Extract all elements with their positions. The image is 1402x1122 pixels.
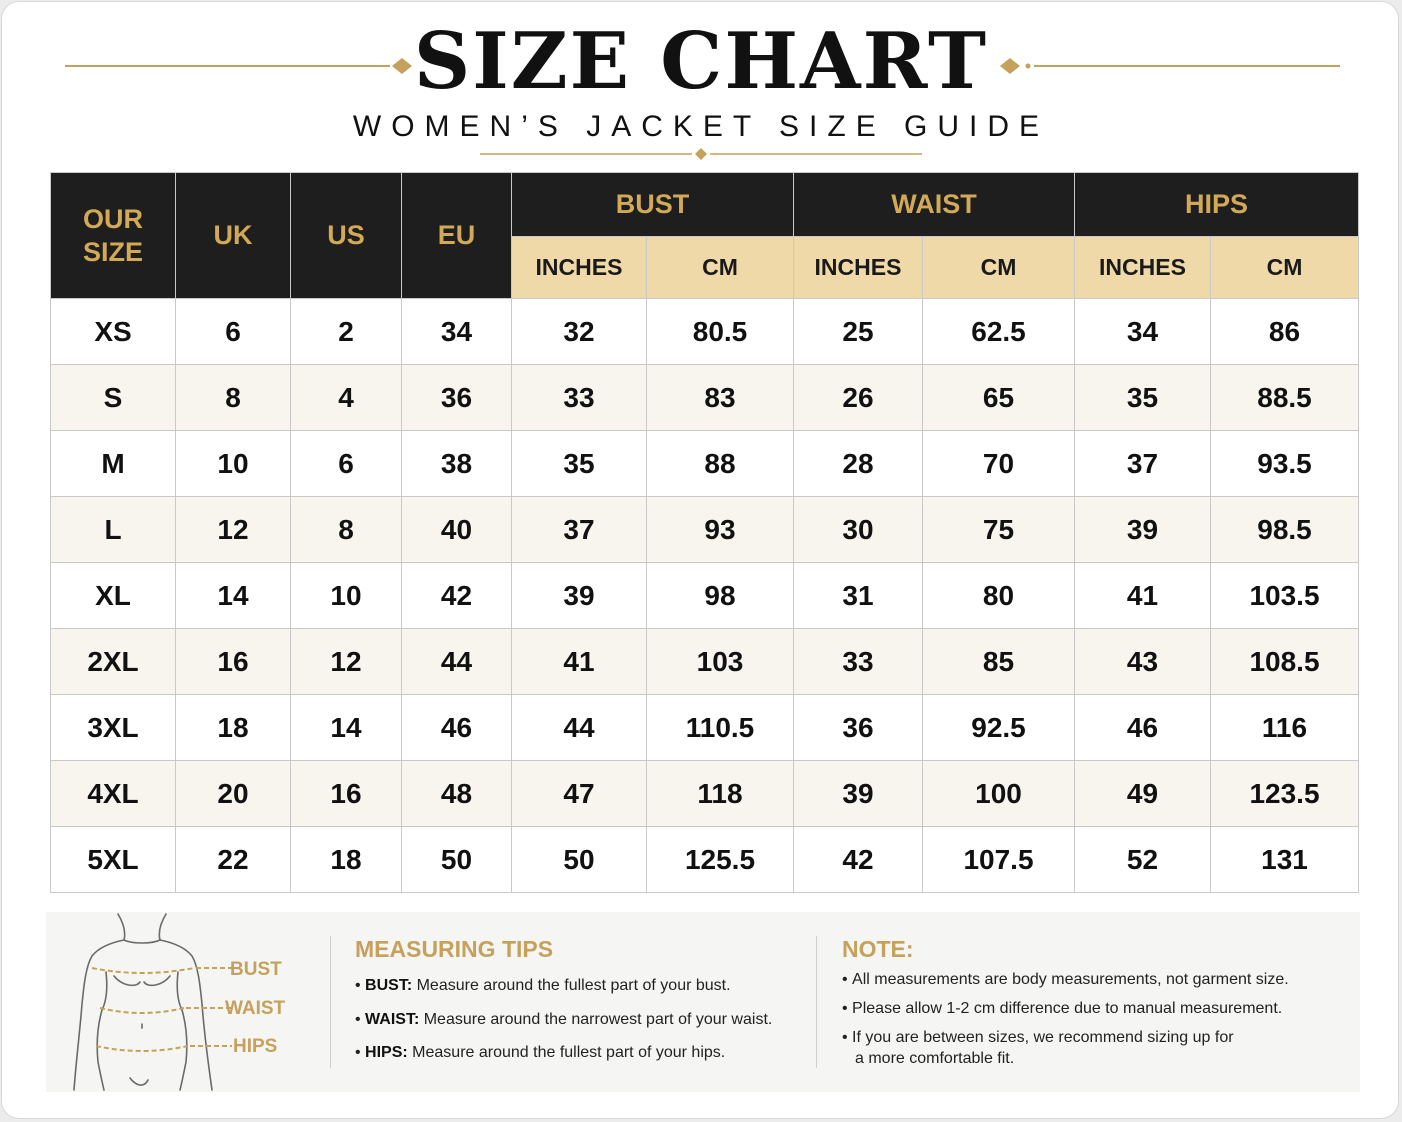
cell-uk: 18 bbox=[176, 695, 291, 761]
cell-waist-cm: 62.5 bbox=[923, 299, 1075, 365]
tip-text-bust: Measure around the fullest part of your bust. bbox=[412, 977, 731, 994]
tip-term-hips: HIPS: bbox=[365, 1044, 408, 1061]
cell-bust-inches: 35 bbox=[512, 431, 647, 497]
header-bust: BUST bbox=[512, 173, 794, 237]
cell-our-size: 3XL bbox=[51, 695, 176, 761]
cell-hips-cm: 116 bbox=[1211, 695, 1359, 761]
cell-eu: 46 bbox=[402, 695, 512, 761]
table-row bbox=[51, 431, 1359, 497]
cell-bust-inches: 32 bbox=[512, 299, 647, 365]
tip-text-hips: Measure around the fullest part of your hips. bbox=[407, 1044, 726, 1061]
cell-hips-inches: 35 bbox=[1075, 365, 1211, 431]
cell-waist-cm: 75 bbox=[923, 497, 1075, 563]
header-waist-cm: CM bbox=[923, 237, 1075, 299]
note-item: • All measurements are body measurements, not garment size. bbox=[842, 971, 1289, 988]
cell-uk: 6 bbox=[176, 299, 291, 365]
cell-bust-inches: 44 bbox=[512, 695, 647, 761]
cell-bust-cm: 93 bbox=[647, 497, 794, 563]
cell-our-size: M bbox=[51, 431, 176, 497]
cell-uk: 14 bbox=[176, 563, 291, 629]
cell-waist-cm: 65 bbox=[923, 365, 1075, 431]
cell-eu: 40 bbox=[402, 497, 512, 563]
cell-hips-cm: 108.5 bbox=[1211, 629, 1359, 695]
cell-us: 14 bbox=[291, 695, 402, 761]
cell-bust-inches: 47 bbox=[512, 761, 647, 827]
cell-uk: 12 bbox=[176, 497, 291, 563]
table-row bbox=[51, 761, 1359, 827]
cell-hips-inches: 34 bbox=[1075, 299, 1211, 365]
table-row bbox=[51, 563, 1359, 629]
cell-us: 2 bbox=[291, 299, 402, 365]
cell-us: 4 bbox=[291, 365, 402, 431]
footer-divider-right bbox=[816, 936, 817, 1068]
cell-waist-cm: 70 bbox=[923, 431, 1075, 497]
cell-waist-inches: 33 bbox=[794, 629, 923, 695]
cell-waist-cm: 80 bbox=[923, 563, 1075, 629]
subtitle-underline-ornament bbox=[470, 145, 932, 163]
note-item: • Please allow 1-2 cm difference due to manual measurement. bbox=[842, 1000, 1283, 1017]
table-row bbox=[51, 695, 1359, 761]
tip-term-bust: BUST: bbox=[365, 977, 413, 994]
cell-hips-inches: 41 bbox=[1075, 563, 1211, 629]
header-bust-inches: INCHES bbox=[512, 237, 647, 299]
table-row bbox=[51, 497, 1359, 563]
measuring-tips-title: MEASURING TIPS bbox=[355, 936, 554, 962]
header-us: US bbox=[291, 173, 402, 299]
cell-bust-cm: 118 bbox=[647, 761, 794, 827]
note-item: • If you are between sizes, we recommend sizing up for bbox=[842, 1029, 1234, 1046]
table-row bbox=[51, 629, 1359, 695]
cell-waist-cm: 92.5 bbox=[923, 695, 1075, 761]
note-title: NOTE: bbox=[842, 936, 914, 962]
cell-eu: 50 bbox=[402, 827, 512, 893]
note-text: All measurements are body measurements, not garment size. bbox=[852, 971, 1289, 988]
cell-our-size: XL bbox=[51, 563, 176, 629]
cell-hips-cm: 88.5 bbox=[1211, 365, 1359, 431]
cell-us: 6 bbox=[291, 431, 402, 497]
cell-bust-inches: 41 bbox=[512, 629, 647, 695]
cell-us: 12 bbox=[291, 629, 402, 695]
cell-bust-cm: 83 bbox=[647, 365, 794, 431]
cell-uk: 20 bbox=[176, 761, 291, 827]
page-subtitle: WOMEN’S JACKET SIZE GUIDE bbox=[352, 110, 1050, 143]
header-our-size-label: OUR SIZE bbox=[82, 203, 143, 267]
table-row bbox=[51, 365, 1359, 431]
cell-hips-cm: 103.5 bbox=[1211, 563, 1359, 629]
note-text: Please allow 1-2 cm difference due to manual measurement. bbox=[852, 1000, 1283, 1017]
cell-waist-cm: 100 bbox=[923, 761, 1075, 827]
cell-bust-inches: 50 bbox=[512, 827, 647, 893]
cell-us: 16 bbox=[291, 761, 402, 827]
cell-hips-cm: 86 bbox=[1211, 299, 1359, 365]
footer-divider-left bbox=[330, 936, 331, 1068]
cell-bust-cm: 88 bbox=[647, 431, 794, 497]
cell-hips-cm: 123.5 bbox=[1211, 761, 1359, 827]
body-silhouette-icon bbox=[66, 912, 236, 1092]
header-waist-inches: INCHES bbox=[794, 237, 923, 299]
page-title: SIZE CHART bbox=[413, 16, 989, 107]
tip-term-waist: WAIST: bbox=[365, 1011, 420, 1028]
cell-our-size: 2XL bbox=[51, 629, 176, 695]
cell-our-size: XS bbox=[51, 299, 176, 365]
cell-hips-inches: 37 bbox=[1075, 431, 1211, 497]
size-table bbox=[50, 172, 1359, 893]
cell-hips-cm: 98.5 bbox=[1211, 497, 1359, 563]
cell-hips-inches: 49 bbox=[1075, 761, 1211, 827]
cell-us: 10 bbox=[291, 563, 402, 629]
cell-waist-inches: 25 bbox=[794, 299, 923, 365]
cell-bust-cm: 103 bbox=[647, 629, 794, 695]
cell-our-size: L bbox=[51, 497, 176, 563]
tip-text-waist: Measure around the narrowest part of your waist. bbox=[419, 1011, 773, 1028]
cell-hips-inches: 52 bbox=[1075, 827, 1211, 893]
cell-waist-inches: 36 bbox=[794, 695, 923, 761]
header-bust-cm: CM bbox=[647, 237, 794, 299]
cell-waist-inches: 28 bbox=[794, 431, 923, 497]
table-row bbox=[51, 827, 1359, 893]
cell-bust-cm: 98 bbox=[647, 563, 794, 629]
figure-label-bust: BUST bbox=[230, 959, 282, 980]
tip-item-bust: • BUST: Measure around the fullest part of your bust. bbox=[355, 977, 731, 994]
cell-eu: 34 bbox=[402, 299, 512, 365]
cell-waist-cm: 85 bbox=[923, 629, 1075, 695]
cell-waist-inches: 42 bbox=[794, 827, 923, 893]
cell-hips-cm: 93.5 bbox=[1211, 431, 1359, 497]
cell-hips-inches: 43 bbox=[1075, 629, 1211, 695]
cell-eu: 38 bbox=[402, 431, 512, 497]
cell-our-size: S bbox=[51, 365, 176, 431]
header-uk: UK bbox=[176, 173, 291, 299]
cell-us: 18 bbox=[291, 827, 402, 893]
cell-waist-inches: 26 bbox=[794, 365, 923, 431]
cell-hips-cm: 131 bbox=[1211, 827, 1359, 893]
cell-bust-cm: 110.5 bbox=[647, 695, 794, 761]
cell-bust-inches: 39 bbox=[512, 563, 647, 629]
cell-uk: 10 bbox=[176, 431, 291, 497]
cell-our-size: 5XL bbox=[51, 827, 176, 893]
header-eu: EU bbox=[402, 173, 512, 299]
header-hips: HIPS bbox=[1075, 173, 1359, 237]
cell-uk: 16 bbox=[176, 629, 291, 695]
footer-panel bbox=[46, 912, 1360, 1092]
figure-label-hips: HIPS bbox=[233, 1036, 278, 1057]
note-text: a more comfortable fit. bbox=[855, 1050, 1015, 1067]
cell-hips-inches: 46 bbox=[1075, 695, 1211, 761]
cell-waist-inches: 30 bbox=[794, 497, 923, 563]
header-hips-cm: CM bbox=[1211, 237, 1359, 299]
cell-uk: 22 bbox=[176, 827, 291, 893]
cell-eu: 42 bbox=[402, 563, 512, 629]
header-hips-inches: INCHES bbox=[1075, 237, 1211, 299]
cell-our-size: 4XL bbox=[51, 761, 176, 827]
cell-eu: 36 bbox=[402, 365, 512, 431]
cell-eu: 44 bbox=[402, 629, 512, 695]
cell-bust-inches: 37 bbox=[512, 497, 647, 563]
tip-item-waist: • WAIST: Measure around the narrowest part of your waist. bbox=[355, 1011, 773, 1028]
cell-eu: 48 bbox=[402, 761, 512, 827]
header-waist: WAIST bbox=[794, 173, 1075, 237]
cell-bust-cm: 125.5 bbox=[647, 827, 794, 893]
tip-item-hips: • HIPS: Measure around the fullest part of your hips. bbox=[355, 1044, 726, 1061]
cell-bust-cm: 80.5 bbox=[647, 299, 794, 365]
cell-hips-inches: 39 bbox=[1075, 497, 1211, 563]
cell-uk: 8 bbox=[176, 365, 291, 431]
note-text: If you are between sizes, we recommend sizing up for bbox=[852, 1029, 1234, 1046]
header-our-size bbox=[51, 173, 176, 299]
cell-bust-inches: 33 bbox=[512, 365, 647, 431]
table-row bbox=[51, 299, 1359, 365]
cell-waist-inches: 31 bbox=[794, 563, 923, 629]
cell-us: 8 bbox=[291, 497, 402, 563]
cell-waist-cm: 107.5 bbox=[923, 827, 1075, 893]
cell-waist-inches: 39 bbox=[794, 761, 923, 827]
figure-label-waist: WAIST bbox=[225, 998, 286, 1019]
note-item-continued bbox=[855, 1048, 1014, 1069]
